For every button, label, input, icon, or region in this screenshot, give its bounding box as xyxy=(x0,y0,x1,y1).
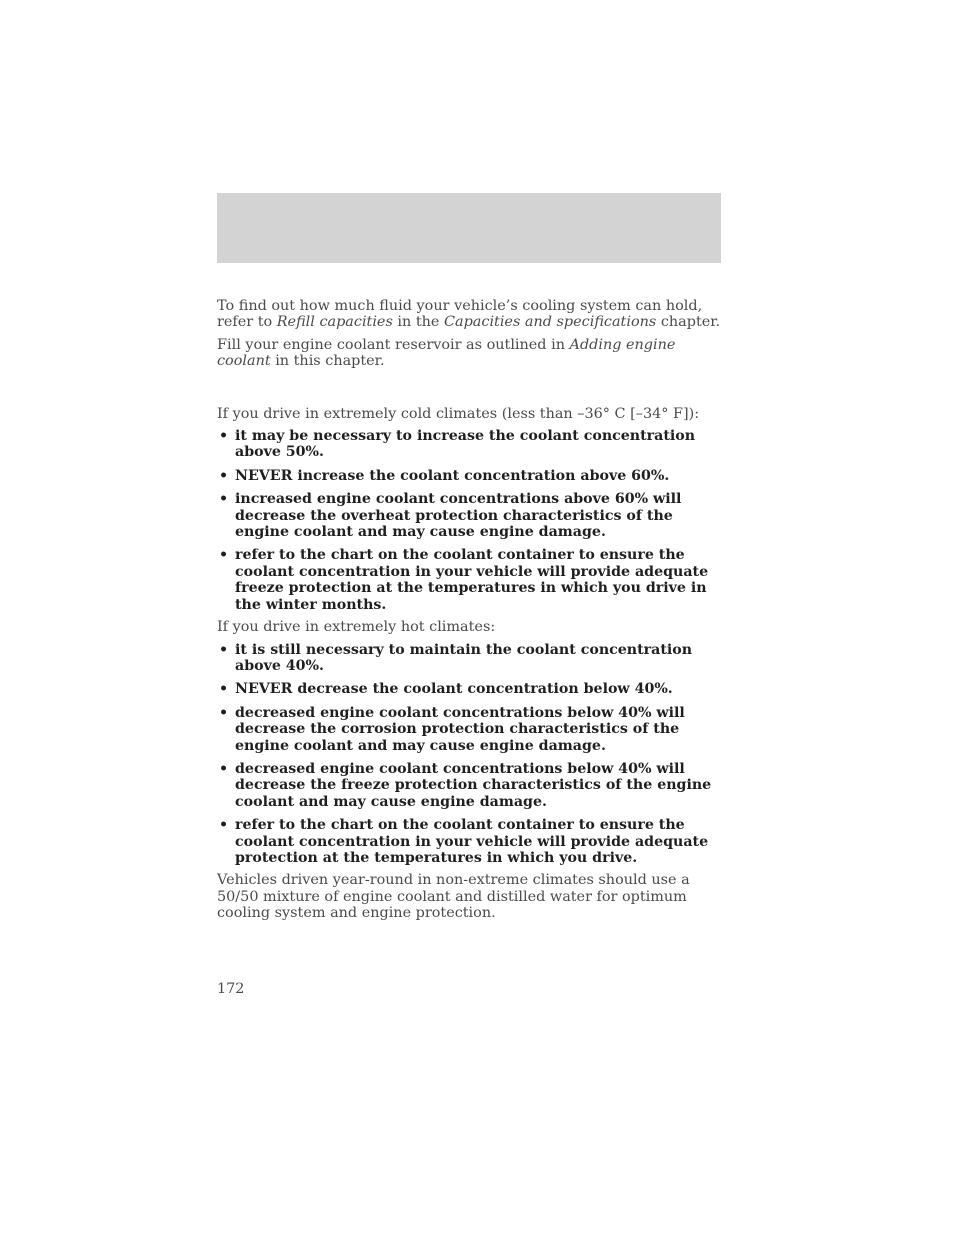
intro-paragraph-2 xyxy=(217,337,723,370)
list-item xyxy=(217,681,723,697)
ref-capacities-chapter: Capacities and specifications xyxy=(444,314,657,331)
ref-adding-engine-coolant: Adding engine coolant xyxy=(217,336,676,370)
closing-paragraph: Vehicles driven year-round in non-extreme climates should use a 50/50 mixture of engine coolant and distilled water for optimum cooling system and engine protection. xyxy=(217,872,690,922)
page-number: 172 xyxy=(217,981,245,997)
bullet-icon: • xyxy=(219,704,229,721)
page-content xyxy=(217,298,723,922)
intro-paragraph-1 xyxy=(217,298,723,331)
list-item xyxy=(217,468,723,484)
intro-text-1b: in the xyxy=(392,314,444,331)
intro-text-2a: Fill your engine coolant reservoir as outlined in xyxy=(217,336,570,353)
list-item-text: NEVER increase the coolant concentration above 60%. xyxy=(235,467,670,484)
cold-climate-list xyxy=(217,428,723,613)
bullet-icon: • xyxy=(219,491,229,508)
list-item-text: increased engine coolant concentrations above 60% will decrease the overheat protection characteristics of the engine coolant and may cause engine damage. xyxy=(235,491,682,541)
list-item xyxy=(217,705,723,754)
bullet-icon: • xyxy=(219,428,229,445)
intro-text-1c: chapter. xyxy=(656,314,721,331)
bullet-icon: • xyxy=(219,641,229,658)
section-header-band xyxy=(217,193,721,263)
list-item xyxy=(217,428,723,461)
bullet-icon: • xyxy=(219,547,229,564)
bullet-icon: • xyxy=(219,681,229,698)
cold-climate-intro: If you drive in extremely cold climates (less than –36° C [–34° F]): xyxy=(217,405,700,422)
bullet-icon: • xyxy=(219,760,229,777)
intro-text-1a: To find out how much fluid your vehicle’s cooling system can hold, refer to xyxy=(217,298,703,331)
list-item-text: decreased engine coolant concentrations below 40% will decrease the corrosion protection characteristics of the engine coolant and may cause engine damage. xyxy=(235,704,685,754)
ref-refill-capacities: Refill capacities xyxy=(276,314,393,331)
list-item-text: it is still necessary to maintain the coolant concentration above 40%. xyxy=(235,641,693,674)
list-item-text: decreased engine coolant concentrations below 40% will decrease the freeze protection characteristics of the engine coolant and may cause engine damage. xyxy=(235,760,712,810)
list-item-text: NEVER decrease the coolant concentration below 40%. xyxy=(235,681,673,698)
list-item-text: refer to the chart on the coolant container to ensure the coolant concentration in your vehicle will provide adequate freeze protection at the temperatures in which you drive in the winter months. xyxy=(235,547,709,613)
hot-climate-list xyxy=(217,642,723,867)
bullet-icon: • xyxy=(219,817,229,834)
list-item-text: it may be necessary to increase the coolant concentration above 50%. xyxy=(235,428,696,461)
list-item xyxy=(217,547,723,613)
list-item xyxy=(217,817,723,866)
list-item xyxy=(217,642,723,675)
list-item xyxy=(217,491,723,540)
hot-climate-intro: If you drive in extremely hot climates: xyxy=(217,619,496,636)
list-item-text: refer to the chart on the coolant container to ensure the coolant concentration in your vehicle will provide adequate protection at the temperatures in which you drive. xyxy=(235,817,709,866)
bullet-icon: • xyxy=(219,467,229,484)
intro-text-2b: in this chapter. xyxy=(270,353,385,370)
list-item xyxy=(217,761,723,810)
